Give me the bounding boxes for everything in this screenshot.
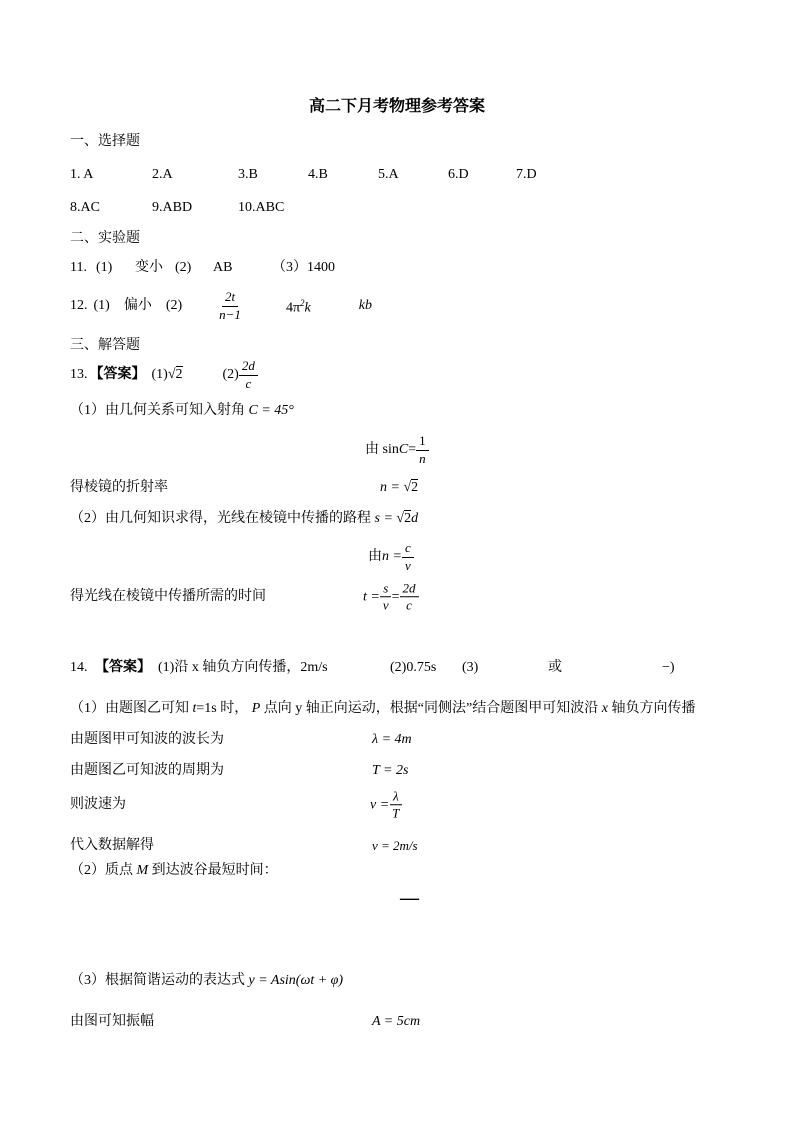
q12-part1-answer: 偏小 bbox=[123, 298, 152, 313]
q14-part3-label: (3) bbox=[462, 660, 479, 675]
q13-step-refractive-index: 得棱镜的折射率 n = √2 bbox=[70, 478, 730, 498]
section-heading-solution: 三、解答题 bbox=[70, 338, 140, 353]
q13-number: 13. bbox=[70, 367, 88, 382]
page-title: 高二下月考物理参考答案 bbox=[308, 98, 485, 115]
question-14-header bbox=[70, 658, 730, 678]
q12-fraction-numerator: 2t bbox=[222, 289, 238, 306]
q13-formula-sinC: 由 sin C = $\frac{1}{n}$ bbox=[365, 430, 485, 470]
q14-step-trough-time: （2）质点 M 到达波谷最短时间： bbox=[70, 863, 278, 878]
q14-row-amplitude: 由图可知振幅 A = 5cm bbox=[70, 1012, 730, 1032]
q13-part1-sqrt2: √2 bbox=[167, 367, 183, 382]
q11-part3-answer: （3）1400 bbox=[272, 260, 335, 275]
choice-answer-7: 7.D bbox=[516, 167, 537, 182]
q14-row-period: 由题图乙可知波的周期为 T = 2s bbox=[70, 761, 730, 781]
choice-answer-9: 9.ABD bbox=[152, 200, 193, 215]
q12-answer-kb: kb bbox=[358, 298, 372, 313]
question-12-answer bbox=[70, 288, 730, 324]
q14-wave-speed-formula: v = $\frac{\lambda}{T}$ bbox=[370, 788, 402, 822]
q12-answer-4pi2k: $4\pi^2k$ bbox=[285, 298, 311, 316]
q13-formula-n: 由 n = $\frac{c}{v}$ bbox=[368, 539, 468, 575]
q14-amplitude-formula: A = 5cm bbox=[372, 1014, 421, 1029]
q12-number: 12. bbox=[70, 298, 88, 313]
q14-speed-value-formula: v = 2m/s bbox=[372, 838, 418, 853]
q14-number: 14. bbox=[70, 660, 88, 675]
q13-answer-tag: 【答案】 bbox=[89, 367, 146, 382]
choice-answer-2: 2.A bbox=[152, 167, 173, 182]
q13-part2-label: (2) bbox=[222, 367, 239, 382]
q13-refractive-index-formula: n = √2 bbox=[380, 480, 419, 495]
q14-answer-tag: 【答案】 bbox=[95, 660, 151, 675]
q13-step-incidence-angle: （1）由几何关系可知入射角 C = 45° bbox=[70, 403, 294, 418]
q14-part2-answer: (2)0.75s bbox=[390, 660, 437, 675]
q14-step-shm-expression: （3）根据简谐运动的表达式 y = Asin(ωt + φ) bbox=[70, 973, 344, 988]
section-heading-experiment: 二、实验题 bbox=[70, 231, 140, 246]
question-13-header bbox=[70, 355, 730, 395]
q12-part2-label: (2) bbox=[165, 298, 183, 313]
q14-period-formula: T = 2s bbox=[372, 763, 409, 778]
q11-part2-label: (2) bbox=[175, 260, 192, 275]
q14-row-substitute: 代入数据解得 v = 2m/s bbox=[70, 836, 730, 856]
choice-answers-row-1 bbox=[70, 165, 730, 185]
q11-part1-answer: 变小 bbox=[135, 260, 163, 275]
q12-fraction-denominator: n−1 bbox=[219, 306, 241, 322]
q14-formula-fragment: −) bbox=[662, 660, 675, 675]
choice-answer-8: 8.AC bbox=[70, 200, 100, 215]
q13-step-time: 得光线在棱镜中传播所需的时间 t = $\frac{s}{v}$ = $\frac{2d}{c}$ bbox=[70, 577, 730, 617]
section-heading-choice: 一、选择题 bbox=[70, 134, 140, 149]
q14-part1-answer: (1)沿 x 轴负方向传播，2m/s bbox=[158, 660, 328, 675]
q14-row-wave-speed: 则波速为 v = $\frac{\lambda}{T}$ bbox=[70, 787, 730, 823]
q14-wavelength-formula: λ = 4m bbox=[372, 732, 412, 747]
q14-or-text: 或 bbox=[548, 660, 562, 675]
q12-fraction bbox=[216, 289, 244, 323]
q13-step-path-length: （2）由几何知识求得，光线在棱镜中传播的路程 s = √2d bbox=[70, 511, 419, 526]
choice-answer-3: 3.B bbox=[238, 167, 258, 182]
choice-answer-5: 5.A bbox=[378, 167, 399, 182]
choice-answer-10: 10.ABC bbox=[238, 200, 285, 215]
q13-part1-label: (1) bbox=[151, 367, 168, 382]
q13-part2-fraction: $\frac{2d}{c}$ bbox=[239, 358, 258, 392]
q14-step-direction: （1）由题图乙可知 t=1s 时， P 点向 y 轴正向运动，根据“同侧法”结合题图甲可知波沿 x 轴负方向传播 bbox=[70, 701, 696, 716]
q13-incidence-angle-formula: C = 45° bbox=[248, 403, 294, 418]
q11-part2-answer: AB bbox=[213, 260, 233, 275]
choice-answer-4: 4.B bbox=[308, 167, 328, 182]
q14-shm-formula: y = Asin(ωt + φ) bbox=[248, 973, 344, 988]
q13-time-formula: t = $\frac{s}{v}$ = $\frac{2d}{c}$ bbox=[363, 580, 419, 614]
q12-part1-label: (1) bbox=[93, 298, 110, 313]
q13-path-length-formula: s = √2d bbox=[374, 511, 419, 526]
choice-answer-6: 6.D bbox=[448, 167, 469, 182]
q14-row-wavelength: 由题图甲可知波的波长为 λ = 4m bbox=[70, 730, 730, 750]
question-11-answer bbox=[70, 258, 730, 278]
q11-part1-label: (1) bbox=[96, 260, 113, 275]
choice-answer-1: 1. A bbox=[70, 167, 94, 182]
q14-dash-fragment: — bbox=[400, 888, 419, 909]
q11-number: 11. bbox=[70, 260, 87, 275]
choice-answers-row-2 bbox=[70, 198, 730, 218]
